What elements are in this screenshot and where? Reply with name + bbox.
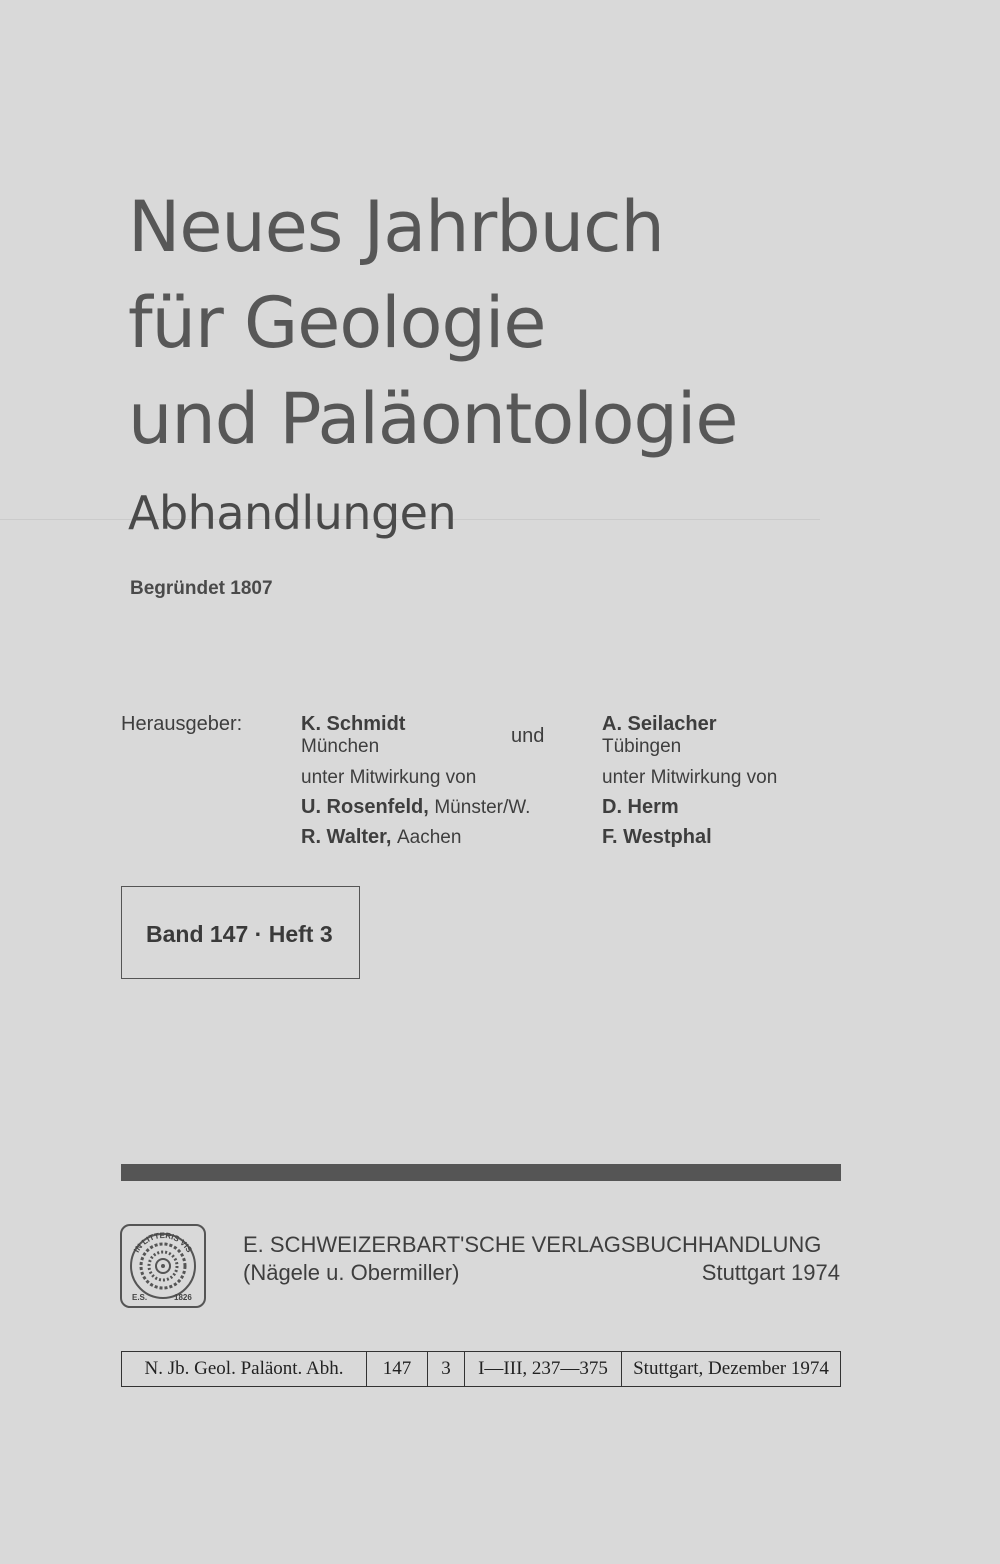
contributor-city: Aachen [396, 827, 462, 848]
contributor-city: Münster/W. [434, 797, 531, 818]
ammonite-icon [122, 1226, 204, 1306]
editors-label: Herausgeber: [121, 713, 243, 735]
editors-and: und [511, 725, 545, 747]
left-cooperation: unter Mitwirkung von [301, 767, 477, 788]
subtitle: Abhandlungen [128, 486, 457, 540]
right-cooperation: unter Mitwirkung von [602, 767, 778, 788]
contributor-right-1: D. Herm [602, 796, 679, 818]
citation-pages: I—III, 237—375 [465, 1352, 622, 1386]
contributor-right-2: F. Westphal [602, 826, 712, 848]
citation-volume: 147 [367, 1352, 428, 1386]
volume-issue-label: Band 147 · Heft 3 [146, 921, 333, 947]
editor-left-name: K. Schmidt [301, 713, 406, 735]
horizontal-rule [121, 1164, 841, 1181]
emblem-motto: IN LITTERIS VIS [132, 1230, 194, 1255]
title-line-1: Neues Jahrbuch [128, 186, 664, 268]
contributor-name: R. Walter, [301, 826, 392, 848]
editor-left-city: München [301, 736, 380, 757]
founded-year: Begründet 1807 [130, 578, 273, 599]
emblem-initials: E.S. [132, 1293, 148, 1302]
editor-right-name: A. Seilacher [602, 713, 717, 735]
editor-right-city: Tübingen [602, 736, 682, 757]
publisher-name: E. SCHWEIZERBART'SCHE VERLAGSBUCHHANDLUNG [243, 1232, 822, 1257]
publisher-place-year: Stuttgart 1974 [701, 1260, 840, 1285]
publisher-owners: (Nägele u. Obermiller) [243, 1260, 460, 1285]
contributor-left-1 [301, 797, 530, 817]
title-line-2: für Geologie [128, 282, 546, 364]
contributor-left-2 [301, 827, 461, 847]
citation-place-date: Stuttgart, Dezember 1974 [633, 1358, 829, 1379]
citation-table [121, 1351, 841, 1387]
publisher-emblem-icon [120, 1224, 206, 1308]
citation-issue: 3 [428, 1352, 465, 1386]
title-line-3: und Paläontologie [128, 378, 738, 460]
contributor-name: U. Rosenfeld, [301, 796, 429, 818]
citation-journal: N. Jb. Geol. Paläont. Abh. [122, 1352, 367, 1386]
emblem-year: 1826 [174, 1293, 192, 1302]
